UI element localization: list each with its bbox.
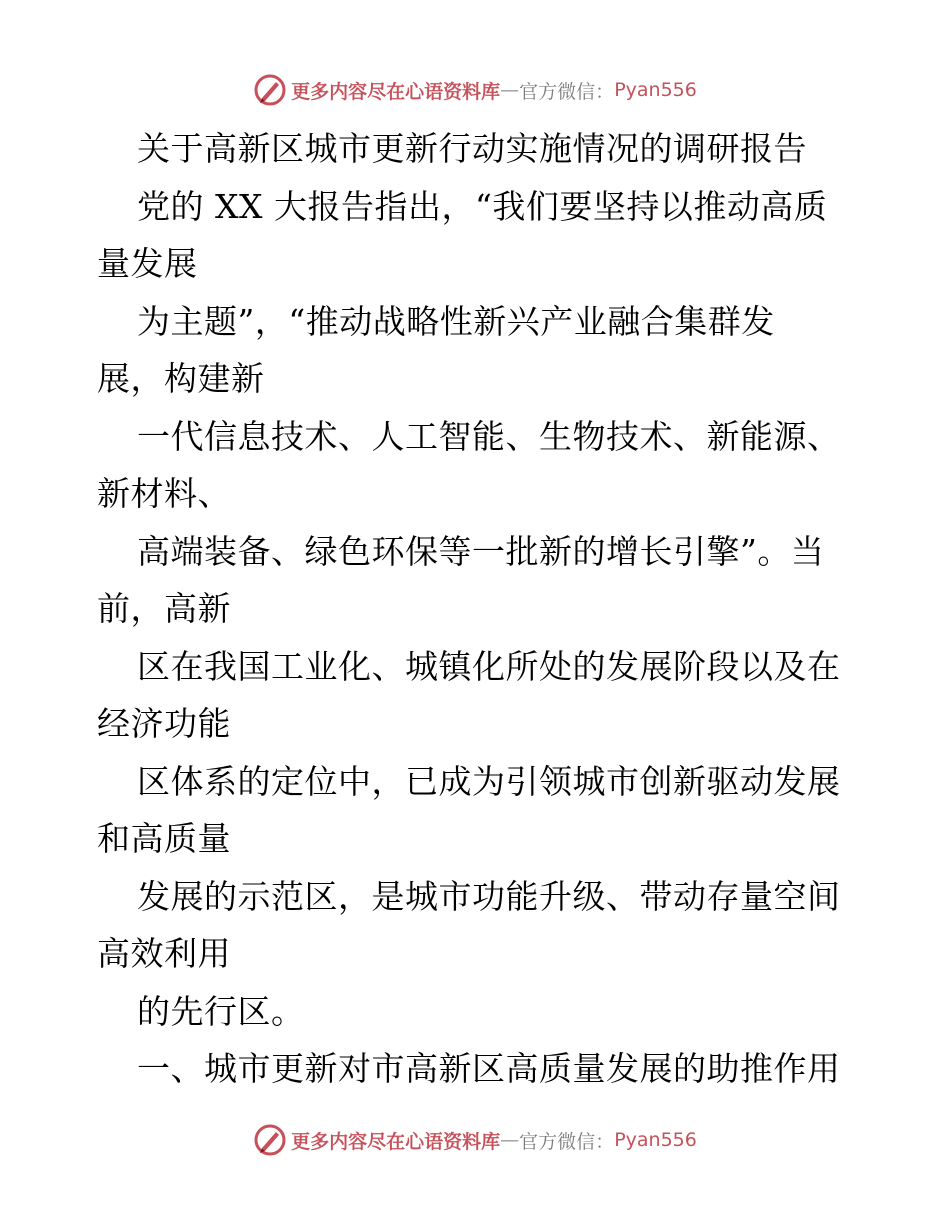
footer-watermark	[0, 1120, 950, 1160]
watermark-brand: 更多内容尽在心语资料库	[291, 80, 501, 103]
document-line: 关于高新区城市更新行动实施情况的调研报告	[137, 129, 807, 168]
pen-logo-icon	[253, 1123, 287, 1157]
watermark-dash: —	[500, 1129, 520, 1151]
document-line: 前，高新	[97, 589, 231, 628]
watermark-official-label: 官方微信：	[519, 80, 615, 103]
document-line: 高端装备、绿色环保等一批新的增长引擎”。当	[137, 531, 825, 571]
header-watermark	[0, 70, 950, 110]
document-line: 一、城市更新对市高新区高质量发展的助推作用	[137, 1049, 841, 1088]
document-line: 发展的示范区，是城市功能升级、带动存量空间	[137, 876, 841, 916]
watermark-official-label: 官方微信：	[519, 1130, 615, 1153]
watermark-dash: —	[500, 79, 520, 101]
document-line: 新材料、	[97, 474, 231, 513]
watermark-wechat-id: Pyan556	[614, 1129, 697, 1151]
document-line: 区在我国工业化、城镇化所处的发展阶段以及在	[137, 646, 841, 686]
pen-logo-icon	[253, 73, 287, 107]
document-line: 为主题”，“推动战略性新兴产业融合集群发	[137, 301, 775, 341]
document-line: 高效利用	[97, 934, 231, 973]
document-body	[97, 120, 857, 1098]
document-line: 量发展	[97, 244, 198, 283]
document-line: 的先行区。	[137, 991, 305, 1031]
document-line: 区体系的定位中，已成为引领城市创新驱动发展	[137, 761, 841, 801]
document-line: 展，构建新	[97, 359, 265, 398]
watermark-brand: 更多内容尽在心语资料库	[291, 1130, 501, 1153]
watermark-wechat-id: Pyan556	[614, 79, 697, 101]
document-line: 党的 XX 大报告指出，“我们要坚持以推动高质	[137, 186, 828, 226]
document-line: 和高质量	[97, 819, 231, 858]
document-line: 经济功能	[97, 704, 231, 743]
document-line: 一代信息技术、人工智能、生物技术、新能源、	[137, 416, 841, 456]
